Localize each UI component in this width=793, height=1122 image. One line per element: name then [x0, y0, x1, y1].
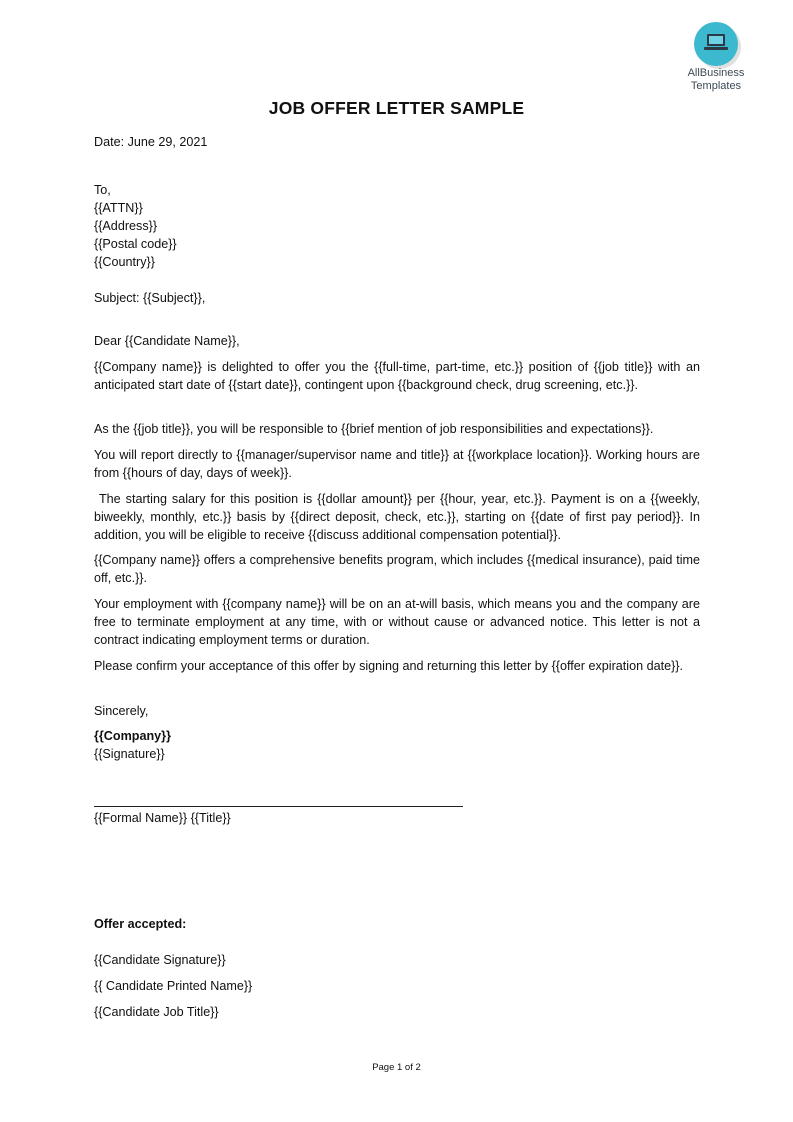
recipient-postal-code: {{Postal code}} [94, 237, 177, 251]
logo-badge [694, 22, 738, 66]
logo [676, 22, 756, 92]
recipient-address: {{Address}} [94, 219, 158, 233]
logo-text-line2: Templates [690, 80, 742, 92]
paragraph-responsibilities: As the {{job title}}, you will be responsible to {{brief mention of job responsibilities and expectations}}. [94, 422, 654, 436]
recipient-attn: {{ATTN}} [94, 201, 143, 215]
paragraph-offer: {{Company name}} is delighted to offer you the {{full-time, part-time, etc.}} position of {{job title}} with an anticipated start date of {{start date}}, contingent upon {{background check, drug screening, etc.}}. [94, 360, 700, 392]
candidate-signature: {{Candidate Signature}} [94, 953, 226, 967]
paragraph-at-will: Your employment with {{company name}} will be on an at-will basis, which means you and the company are free to terminate employment at any time, with or without cause or advanced notice. This letter is not a contract indicating employment terms or duration. [94, 597, 700, 647]
offer-accepted-heading: Offer accepted: [94, 917, 187, 931]
company-name: {{Company}} [94, 729, 171, 743]
salutation: Dear {{Candidate Name}}, [94, 334, 240, 348]
subject-line: Subject: {{Subject}}, [94, 291, 206, 305]
page-number: Page 1 of 2 [372, 1062, 421, 1073]
formal-name-title: {{Formal Name}} {{Title}} [94, 811, 231, 825]
logo-text-line1: AllBusiness [687, 67, 745, 79]
paragraph-benefits: {{Company name}} offers a comprehensive benefits program, which includes {{medical insurance), paid time off, etc.}}. [94, 553, 700, 585]
signature-line [94, 806, 463, 807]
candidate-printed-name: {{ Candidate Printed Name}} [94, 979, 253, 993]
closing: Sincerely, [94, 704, 149, 718]
recipient-to: To, [94, 183, 111, 197]
candidate-job-title: {{Candidate Job Title}} [94, 1005, 219, 1019]
recipient-country: {{Country}} [94, 255, 155, 269]
paragraph-reporting: You will report directly to {{manager/supervisor name and title}} at {{workplace location}}. Working hours are from {{hours of day, days of week}}. [94, 448, 700, 480]
page-title: JOB OFFER LETTER SAMPLE [268, 98, 525, 118]
signature-placeholder: {{Signature}} [94, 747, 165, 761]
paragraph-salary: The starting salary for this position is {{dollar amount}} per {{hour, year, etc.}}. Payment is on a {{weekly, biweekly, monthly, etc.}} basis by {{direct deposit, check, etc.}}, starting on {{date of first pay period}}. In addition, you will be eligible to receive {{discuss additional compensation potential}}. [94, 492, 704, 542]
laptop-icon [704, 33, 728, 53]
date-line: Date: June 29, 2021 [94, 135, 208, 149]
paragraph-confirm: Please confirm your acceptance of this offer by signing and returning this letter by {{offer expiration date}}. [94, 659, 683, 673]
